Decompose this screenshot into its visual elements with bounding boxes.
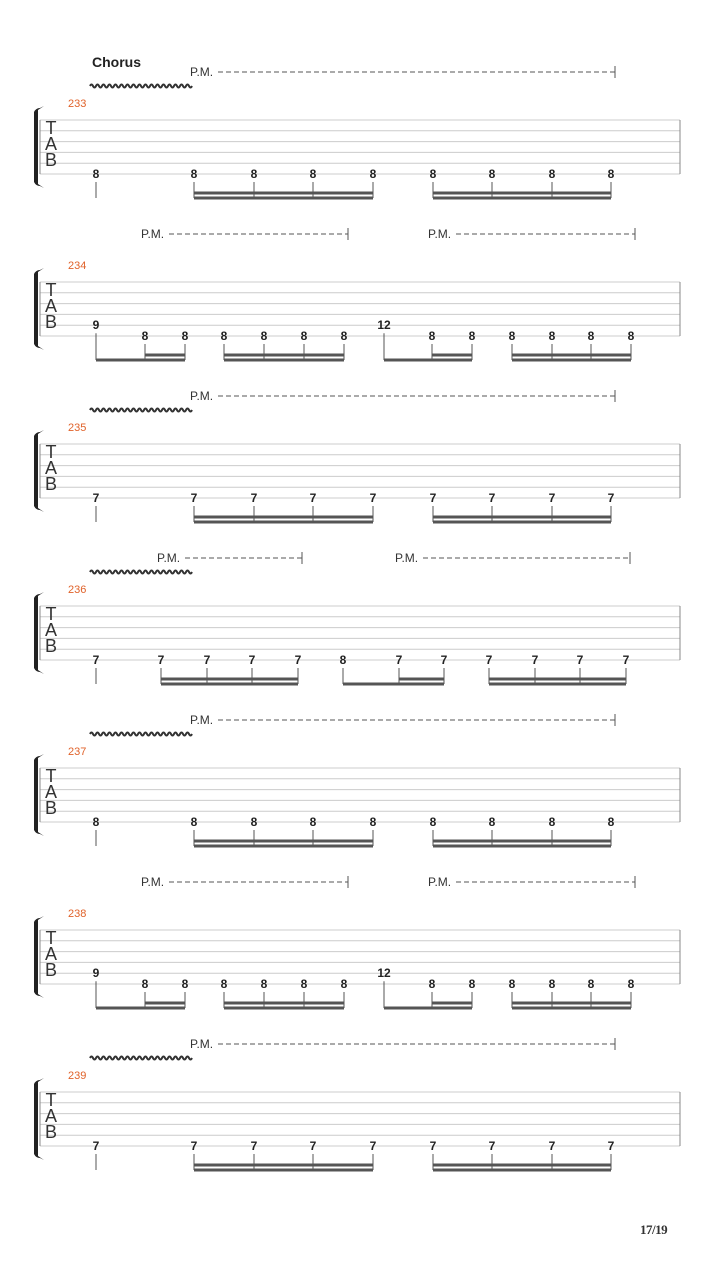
tab-clef-letter: A <box>44 458 58 478</box>
fret-number: 8 <box>548 167 556 181</box>
palm-mute-label: P.M. <box>157 551 181 565</box>
fret-number: 8 <box>181 329 189 343</box>
fret-number: 7 <box>250 1139 258 1153</box>
system-bracket <box>34 106 44 188</box>
system-bracket <box>34 592 44 674</box>
tab-clef-letter: B <box>44 150 58 170</box>
fret-number: 9 <box>92 318 100 333</box>
fret-number: 8 <box>468 329 476 343</box>
palm-mute-label: P.M. <box>428 875 452 889</box>
fret-number: 7 <box>248 653 256 667</box>
measure-number: 234 <box>68 260 87 272</box>
vibrato-mark <box>90 409 192 412</box>
fret-number: 8 <box>607 167 615 181</box>
fret-number: 8 <box>428 977 436 991</box>
fret-number: 8 <box>141 329 149 343</box>
tab-system-234 <box>34 227 680 360</box>
fret-number: 8 <box>548 977 556 991</box>
system-bracket <box>34 916 44 998</box>
fret-number: 8 <box>339 653 347 667</box>
measure-number: 239 <box>68 1070 87 1082</box>
fret-number: 7 <box>250 491 258 505</box>
tab-clef-letter: A <box>44 1106 58 1126</box>
fret-number: 8 <box>587 329 595 343</box>
tab-clef-letter: A <box>44 620 58 640</box>
fret-number: 7 <box>531 653 539 667</box>
tab-clef-letter: B <box>44 312 58 332</box>
fret-number: 8 <box>190 815 198 829</box>
fret-number: 8 <box>429 815 437 829</box>
fret-number: 7 <box>429 491 437 505</box>
fret-number: 8 <box>488 815 496 829</box>
tab-system-237 <box>34 713 680 846</box>
system-bracket <box>34 1078 44 1160</box>
fret-number: 7 <box>488 491 496 505</box>
fret-number: 8 <box>488 167 496 181</box>
fret-number: 8 <box>369 815 377 829</box>
tab-clef-letter: A <box>44 782 58 802</box>
fret-number: 8 <box>141 977 149 991</box>
measure-number: 233 <box>68 98 87 110</box>
fret-number: 8 <box>548 815 556 829</box>
fret-number: 8 <box>309 815 317 829</box>
measure-number: 237 <box>68 746 87 758</box>
fret-number: 8 <box>190 167 198 181</box>
fret-number: 8 <box>181 977 189 991</box>
fret-number: 7 <box>309 491 317 505</box>
fret-number: 8 <box>92 815 100 829</box>
tab-clef-letter: A <box>44 134 58 154</box>
fret-number: 9 <box>92 966 100 981</box>
palm-mute-label: P.M. <box>141 875 165 889</box>
fret-number: 8 <box>627 329 635 343</box>
fret-number: 8 <box>429 167 437 181</box>
tab-clef-letter: A <box>44 296 58 316</box>
system-bracket <box>34 430 44 512</box>
fret-number: 7 <box>607 1139 615 1153</box>
fret-number: 8 <box>607 815 615 829</box>
fret-number: 7 <box>203 653 211 667</box>
fret-number: 8 <box>260 329 268 343</box>
tab-clef-letter: T <box>45 280 57 300</box>
fret-number: 8 <box>508 329 516 343</box>
fret-number: 7 <box>294 653 302 667</box>
system-bracket <box>34 754 44 836</box>
measure-number: 236 <box>68 584 87 596</box>
tab-clef-letter: T <box>45 604 57 624</box>
fret-number: 8 <box>627 977 635 991</box>
fret-number: 8 <box>587 977 595 991</box>
fret-number: 7 <box>369 491 377 505</box>
tab-clef-letter: B <box>44 474 58 494</box>
fret-number: 7 <box>440 653 448 667</box>
palm-mute-label: P.M. <box>190 389 214 403</box>
fret-number: 7 <box>92 491 100 505</box>
fret-number: 7 <box>157 653 165 667</box>
fret-number: 8 <box>309 167 317 181</box>
fret-number: 7 <box>92 1139 100 1153</box>
fret-number: 12 <box>377 318 391 333</box>
fret-number: 7 <box>190 491 198 505</box>
fret-number: 8 <box>340 977 348 991</box>
vibrato-mark <box>90 733 192 736</box>
tab-clef-letter: B <box>44 1122 58 1142</box>
vibrato-mark <box>90 1057 192 1060</box>
tab-clef-letter: T <box>45 118 57 138</box>
fret-number: 8 <box>508 977 516 991</box>
fret-number: 8 <box>548 329 556 343</box>
fret-number: 7 <box>488 1139 496 1153</box>
tab-clef-letter: B <box>44 636 58 656</box>
tab-system-239 <box>34 1037 680 1170</box>
fret-number: 7 <box>548 1139 556 1153</box>
tab-clef-letter: A <box>44 944 58 964</box>
fret-number: 7 <box>369 1139 377 1153</box>
fret-number: 8 <box>250 815 258 829</box>
tab-clef-letter: T <box>45 442 57 462</box>
palm-mute-label: P.M. <box>190 713 214 727</box>
fret-number: 7 <box>190 1139 198 1153</box>
palm-mute-label: P.M. <box>190 65 214 79</box>
vibrato-mark <box>90 85 192 88</box>
tab-system-238 <box>34 875 680 1008</box>
fret-number: 7 <box>429 1139 437 1153</box>
page-number: 17/19 <box>640 1222 668 1237</box>
fret-number: 7 <box>92 653 100 667</box>
fret-number: 8 <box>428 329 436 343</box>
system-bracket <box>34 268 44 350</box>
palm-mute-label: P.M. <box>395 551 419 565</box>
vibrato-mark <box>90 571 192 574</box>
palm-mute-label: P.M. <box>141 227 165 241</box>
tab-clef-letter: T <box>45 766 57 786</box>
fret-number: 7 <box>607 491 615 505</box>
fret-number: 8 <box>300 977 308 991</box>
fret-number: 7 <box>309 1139 317 1153</box>
fret-number: 8 <box>468 977 476 991</box>
fret-number: 8 <box>260 977 268 991</box>
fret-number: 12 <box>377 966 391 981</box>
tab-clef-letter: T <box>45 1090 57 1110</box>
fret-number: 7 <box>622 653 630 667</box>
fret-number: 7 <box>576 653 584 667</box>
tab-system-236 <box>34 551 680 684</box>
tab-clef-letter: B <box>44 960 58 980</box>
fret-number: 8 <box>92 167 100 181</box>
tab-clef-letter: B <box>44 798 58 818</box>
fret-number: 8 <box>340 329 348 343</box>
measure-number: 238 <box>68 908 87 920</box>
measure-number: 235 <box>68 422 87 434</box>
palm-mute-label: P.M. <box>428 227 452 241</box>
fret-number: 7 <box>395 653 403 667</box>
fret-number: 8 <box>250 167 258 181</box>
fret-number: 7 <box>548 491 556 505</box>
section-label: Chorus <box>92 54 141 70</box>
tab-system-235 <box>34 389 680 522</box>
palm-mute-label: P.M. <box>190 1037 214 1051</box>
fret-number: 7 <box>485 653 493 667</box>
tab-system-233 <box>34 65 680 198</box>
fret-number: 8 <box>220 977 228 991</box>
fret-number: 8 <box>369 167 377 181</box>
tab-clef-letter: T <box>45 928 57 948</box>
fret-number: 8 <box>300 329 308 343</box>
fret-number: 8 <box>220 329 228 343</box>
